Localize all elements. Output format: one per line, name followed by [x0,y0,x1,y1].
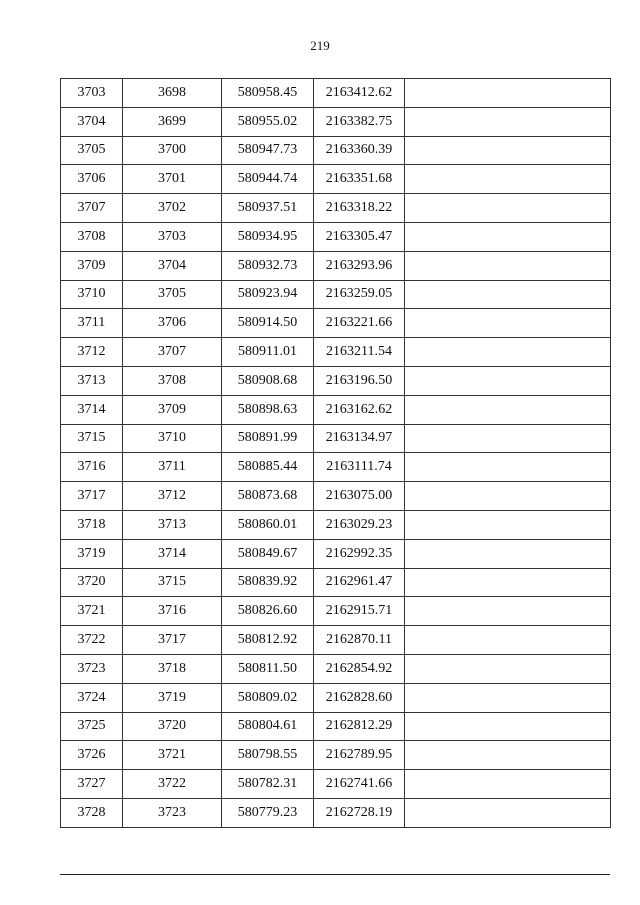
y-coordinate-cell: 2163351.68 [314,165,405,194]
empty-cell [405,366,611,395]
x-coordinate-cell: 580812.92 [222,626,314,655]
table-row [61,683,611,712]
point-number-cell: 3723 [61,654,123,683]
reference-number-cell: 3715 [123,568,222,597]
x-coordinate-cell: 580885.44 [222,453,314,482]
footer-divider [60,874,610,875]
table-row [61,741,611,770]
table-row [61,712,611,741]
table-row [61,770,611,799]
empty-cell [405,510,611,539]
y-coordinate-cell: 2163293.96 [314,251,405,280]
empty-cell [405,136,611,165]
table-row [61,194,611,223]
y-coordinate-cell: 2163029.23 [314,510,405,539]
empty-cell [405,251,611,280]
empty-cell [405,338,611,367]
y-coordinate-cell: 2162992.35 [314,539,405,568]
point-number-cell: 3710 [61,280,123,309]
point-number-cell: 3717 [61,482,123,511]
table-row [61,366,611,395]
x-coordinate-cell: 580911.01 [222,338,314,367]
empty-cell [405,79,611,108]
empty-cell [405,309,611,338]
reference-number-cell: 3711 [123,453,222,482]
reference-number-cell: 3721 [123,741,222,770]
point-number-cell: 3720 [61,568,123,597]
y-coordinate-cell: 2162741.66 [314,770,405,799]
table-row [61,79,611,108]
empty-cell [405,741,611,770]
x-coordinate-cell: 580955.02 [222,107,314,136]
table-row [61,280,611,309]
table-row [61,654,611,683]
point-number-cell: 3709 [61,251,123,280]
y-coordinate-cell: 2162789.95 [314,741,405,770]
x-coordinate-cell: 580934.95 [222,222,314,251]
point-number-cell: 3713 [61,366,123,395]
point-number-cell: 3714 [61,395,123,424]
y-coordinate-cell: 2163382.75 [314,107,405,136]
coordinates-table [60,78,611,828]
reference-number-cell: 3720 [123,712,222,741]
empty-cell [405,683,611,712]
x-coordinate-cell: 580849.67 [222,539,314,568]
reference-number-cell: 3716 [123,597,222,626]
x-coordinate-cell: 580898.63 [222,395,314,424]
empty-cell [405,770,611,799]
point-number-cell: 3718 [61,510,123,539]
x-coordinate-cell: 580932.73 [222,251,314,280]
reference-number-cell: 3714 [123,539,222,568]
y-coordinate-cell: 2163259.05 [314,280,405,309]
point-number-cell: 3705 [61,136,123,165]
x-coordinate-cell: 580944.74 [222,165,314,194]
empty-cell [405,194,611,223]
empty-cell [405,165,611,194]
reference-number-cell: 3712 [123,482,222,511]
x-coordinate-cell: 580809.02 [222,683,314,712]
table-row [61,222,611,251]
x-coordinate-cell: 580937.51 [222,194,314,223]
y-coordinate-cell: 2163134.97 [314,424,405,453]
point-number-cell: 3716 [61,453,123,482]
y-coordinate-cell: 2163412.62 [314,79,405,108]
table-row [61,395,611,424]
empty-cell [405,222,611,251]
x-coordinate-cell: 580891.99 [222,424,314,453]
reference-number-cell: 3704 [123,251,222,280]
table-row [61,568,611,597]
table-row [61,626,611,655]
table-row [61,798,611,827]
table-row [61,165,611,194]
empty-cell [405,453,611,482]
table-body [61,79,611,828]
table-row [61,338,611,367]
point-number-cell: 3722 [61,626,123,655]
point-number-cell: 3726 [61,741,123,770]
x-coordinate-cell: 580908.68 [222,366,314,395]
empty-cell [405,568,611,597]
x-coordinate-cell: 580779.23 [222,798,314,827]
empty-cell [405,597,611,626]
x-coordinate-cell: 580811.50 [222,654,314,683]
y-coordinate-cell: 2163075.00 [314,482,405,511]
reference-number-cell: 3706 [123,309,222,338]
x-coordinate-cell: 580860.01 [222,510,314,539]
point-number-cell: 3703 [61,79,123,108]
empty-cell [405,654,611,683]
x-coordinate-cell: 580873.68 [222,482,314,511]
reference-number-cell: 3710 [123,424,222,453]
reference-number-cell: 3700 [123,136,222,165]
x-coordinate-cell: 580839.92 [222,568,314,597]
x-coordinate-cell: 580798.55 [222,741,314,770]
y-coordinate-cell: 2162812.29 [314,712,405,741]
table-row [61,136,611,165]
y-coordinate-cell: 2163318.22 [314,194,405,223]
x-coordinate-cell: 580958.45 [222,79,314,108]
point-number-cell: 3707 [61,194,123,223]
empty-cell [405,712,611,741]
x-coordinate-cell: 580782.31 [222,770,314,799]
empty-cell [405,482,611,511]
table-row [61,424,611,453]
y-coordinate-cell: 2162961.47 [314,568,405,597]
empty-cell [405,280,611,309]
y-coordinate-cell: 2163305.47 [314,222,405,251]
table-row [61,597,611,626]
reference-number-cell: 3718 [123,654,222,683]
y-coordinate-cell: 2163196.50 [314,366,405,395]
point-number-cell: 3711 [61,309,123,338]
reference-number-cell: 3703 [123,222,222,251]
table-row [61,510,611,539]
table-row [61,251,611,280]
reference-number-cell: 3699 [123,107,222,136]
table-row [61,107,611,136]
reference-number-cell: 3698 [123,79,222,108]
reference-number-cell: 3717 [123,626,222,655]
point-number-cell: 3727 [61,770,123,799]
point-number-cell: 3706 [61,165,123,194]
x-coordinate-cell: 580826.60 [222,597,314,626]
reference-number-cell: 3719 [123,683,222,712]
table-row [61,453,611,482]
y-coordinate-cell: 2162915.71 [314,597,405,626]
table-row [61,482,611,511]
point-number-cell: 3715 [61,424,123,453]
y-coordinate-cell: 2163162.62 [314,395,405,424]
y-coordinate-cell: 2163111.74 [314,453,405,482]
page-number: 219 [310,38,330,53]
reference-number-cell: 3701 [123,165,222,194]
empty-cell [405,424,611,453]
y-coordinate-cell: 2163211.54 [314,338,405,367]
y-coordinate-cell: 2163221.66 [314,309,405,338]
y-coordinate-cell: 2162854.92 [314,654,405,683]
empty-cell [405,107,611,136]
point-number-cell: 3725 [61,712,123,741]
x-coordinate-cell: 580804.61 [222,712,314,741]
x-coordinate-cell: 580947.73 [222,136,314,165]
point-number-cell: 3728 [61,798,123,827]
reference-number-cell: 3705 [123,280,222,309]
y-coordinate-cell: 2162728.19 [314,798,405,827]
point-number-cell: 3724 [61,683,123,712]
table-row [61,309,611,338]
y-coordinate-cell: 2163360.39 [314,136,405,165]
point-number-cell: 3712 [61,338,123,367]
empty-cell [405,395,611,424]
reference-number-cell: 3723 [123,798,222,827]
reference-number-cell: 3709 [123,395,222,424]
reference-number-cell: 3702 [123,194,222,223]
point-number-cell: 3708 [61,222,123,251]
reference-number-cell: 3722 [123,770,222,799]
y-coordinate-cell: 2162828.60 [314,683,405,712]
reference-number-cell: 3708 [123,366,222,395]
x-coordinate-cell: 580914.50 [222,309,314,338]
point-number-cell: 3704 [61,107,123,136]
empty-cell [405,626,611,655]
reference-number-cell: 3707 [123,338,222,367]
y-coordinate-cell: 2162870.11 [314,626,405,655]
reference-number-cell: 3713 [123,510,222,539]
point-number-cell: 3721 [61,597,123,626]
point-number-cell: 3719 [61,539,123,568]
x-coordinate-cell: 580923.94 [222,280,314,309]
empty-cell [405,798,611,827]
table-row [61,539,611,568]
empty-cell [405,539,611,568]
